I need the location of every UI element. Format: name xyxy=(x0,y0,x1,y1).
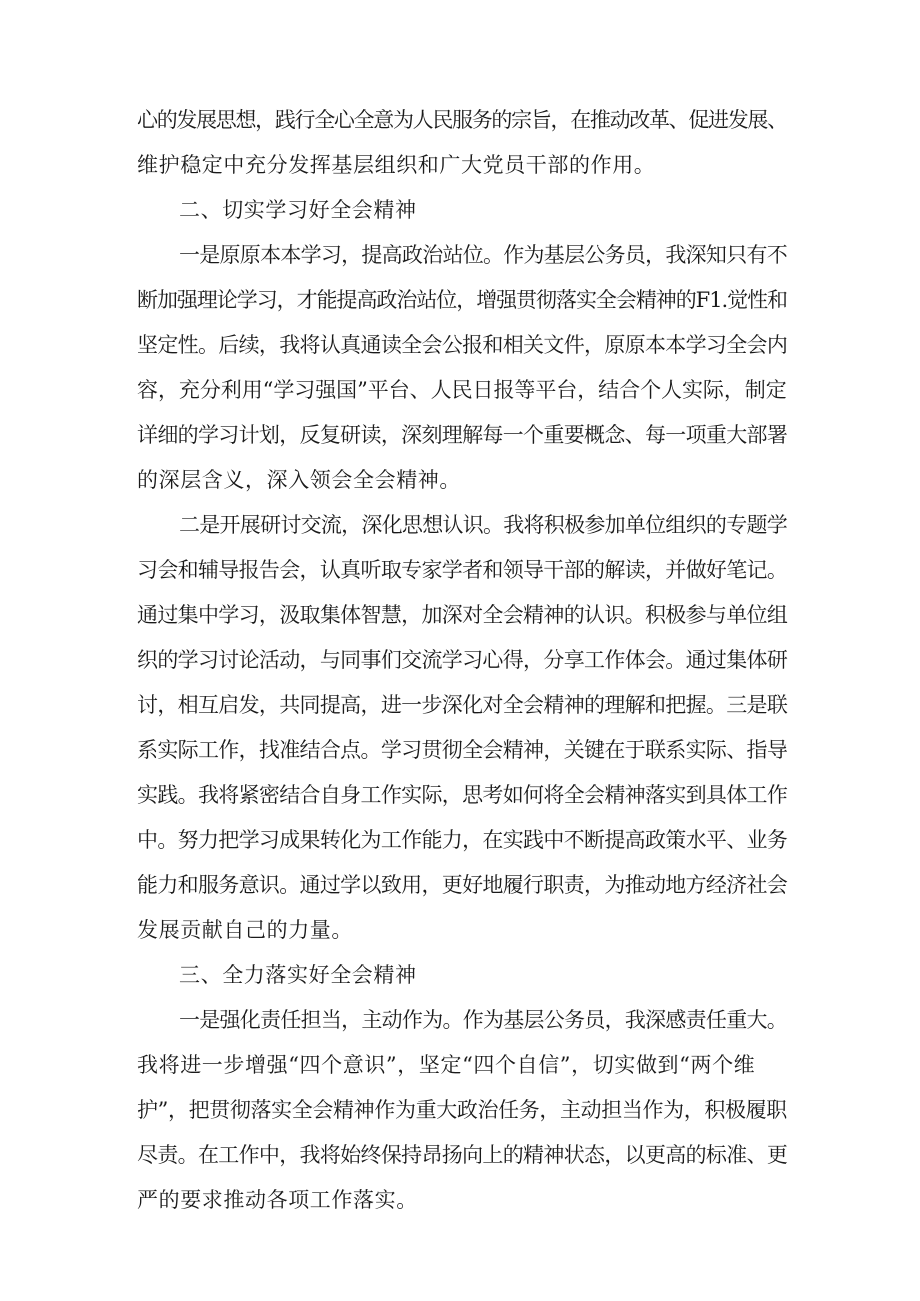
text-line: 详细的学习计划，反复研读，深刻理解每一个重要概念、每一项重大部署 xyxy=(137,423,788,447)
text-line: 讨，相互启发，共同提高，进一步深化对全会精神的理解和把握。三是联 xyxy=(137,693,788,717)
paragraph-first-line: 二是开展研讨交流，深化思想认识。我将积极参加单位组织的专题学 xyxy=(179,513,787,537)
document-body xyxy=(137,98,787,1223)
text-line: 实践。我将紧密结合自身工作实际，思考如何将全会精神落实到具体工作 xyxy=(137,783,788,807)
section-heading: 二、切实学习好全会精神 xyxy=(179,198,417,222)
paragraph-first-line: 一是强化责任担当，主动作为。作为基层公务员，我深感责任重大。 xyxy=(179,1008,787,1032)
text-line: 严的要求推动各项工作落实。 xyxy=(137,1188,418,1212)
text-line: 断加强理论学习，才能提高政治站位，增强贯彻落实全会精神的F1.觉性和 xyxy=(137,288,788,312)
text-line: 尽责。在工作中，我将始终保持昂扬向上的精神状态，以更高的标准、更 xyxy=(137,1143,788,1167)
section-heading: 三、全力落实好全会精神 xyxy=(179,963,417,987)
text-line: 护”，把贯彻落实全会精神作为重大政治任务，主动担当作为，积极履职 xyxy=(137,1098,787,1122)
text-line: 通过集中学习，汲取集体智慧，加深对全会精神的认识。积极参与单位组 xyxy=(137,603,788,627)
text-line: 中。努力把学习成果转化为工作能力，在实践中不断提高政策水平、业务 xyxy=(137,828,788,852)
text-line: 的深层含义，深入领会全会精神。 xyxy=(137,468,461,492)
text-line: 心的发展思想，践行全心全意为人民服务的宗旨，在推动改革、促进发展、 xyxy=(137,108,787,132)
text-line: 能力和服务意识。通过学以致用，更好地履行职责，为推动地方经济社会 xyxy=(137,873,788,897)
text-line: 发展贡献自己的力量。 xyxy=(137,918,353,942)
text-line: 我将进一步增强“四个意识”，坚定“四个自信”，切实做到“两个维 xyxy=(137,1053,756,1077)
text-line: 织的学习讨论活动，与同事们交流学习心得，分享工作体会。通过集体研 xyxy=(137,648,788,672)
text-line: 系实际工作，找准结合点。学习贯彻全会精神，关键在于联系实际、指导 xyxy=(137,738,788,762)
text-line: 容，充分利用“学习强国”平台、人民日报等平台，结合个人实际，制定 xyxy=(137,378,787,402)
text-line: 习会和辅导报告会，认真听取专家学者和领导干部的解读，并做好笔记。 xyxy=(137,558,788,582)
text-line: 坚定性。后续，我将认真通读全会公报和相关文件，原原本本学习全会内 xyxy=(137,333,788,357)
text-line: 维护稳定中充分发挥基层组织和广大党员干部的作用。 xyxy=(137,153,656,177)
paragraph-first-line: 一是原原本本学习，提高政治站位。作为基层公务员，我深知只有不 xyxy=(179,243,787,267)
